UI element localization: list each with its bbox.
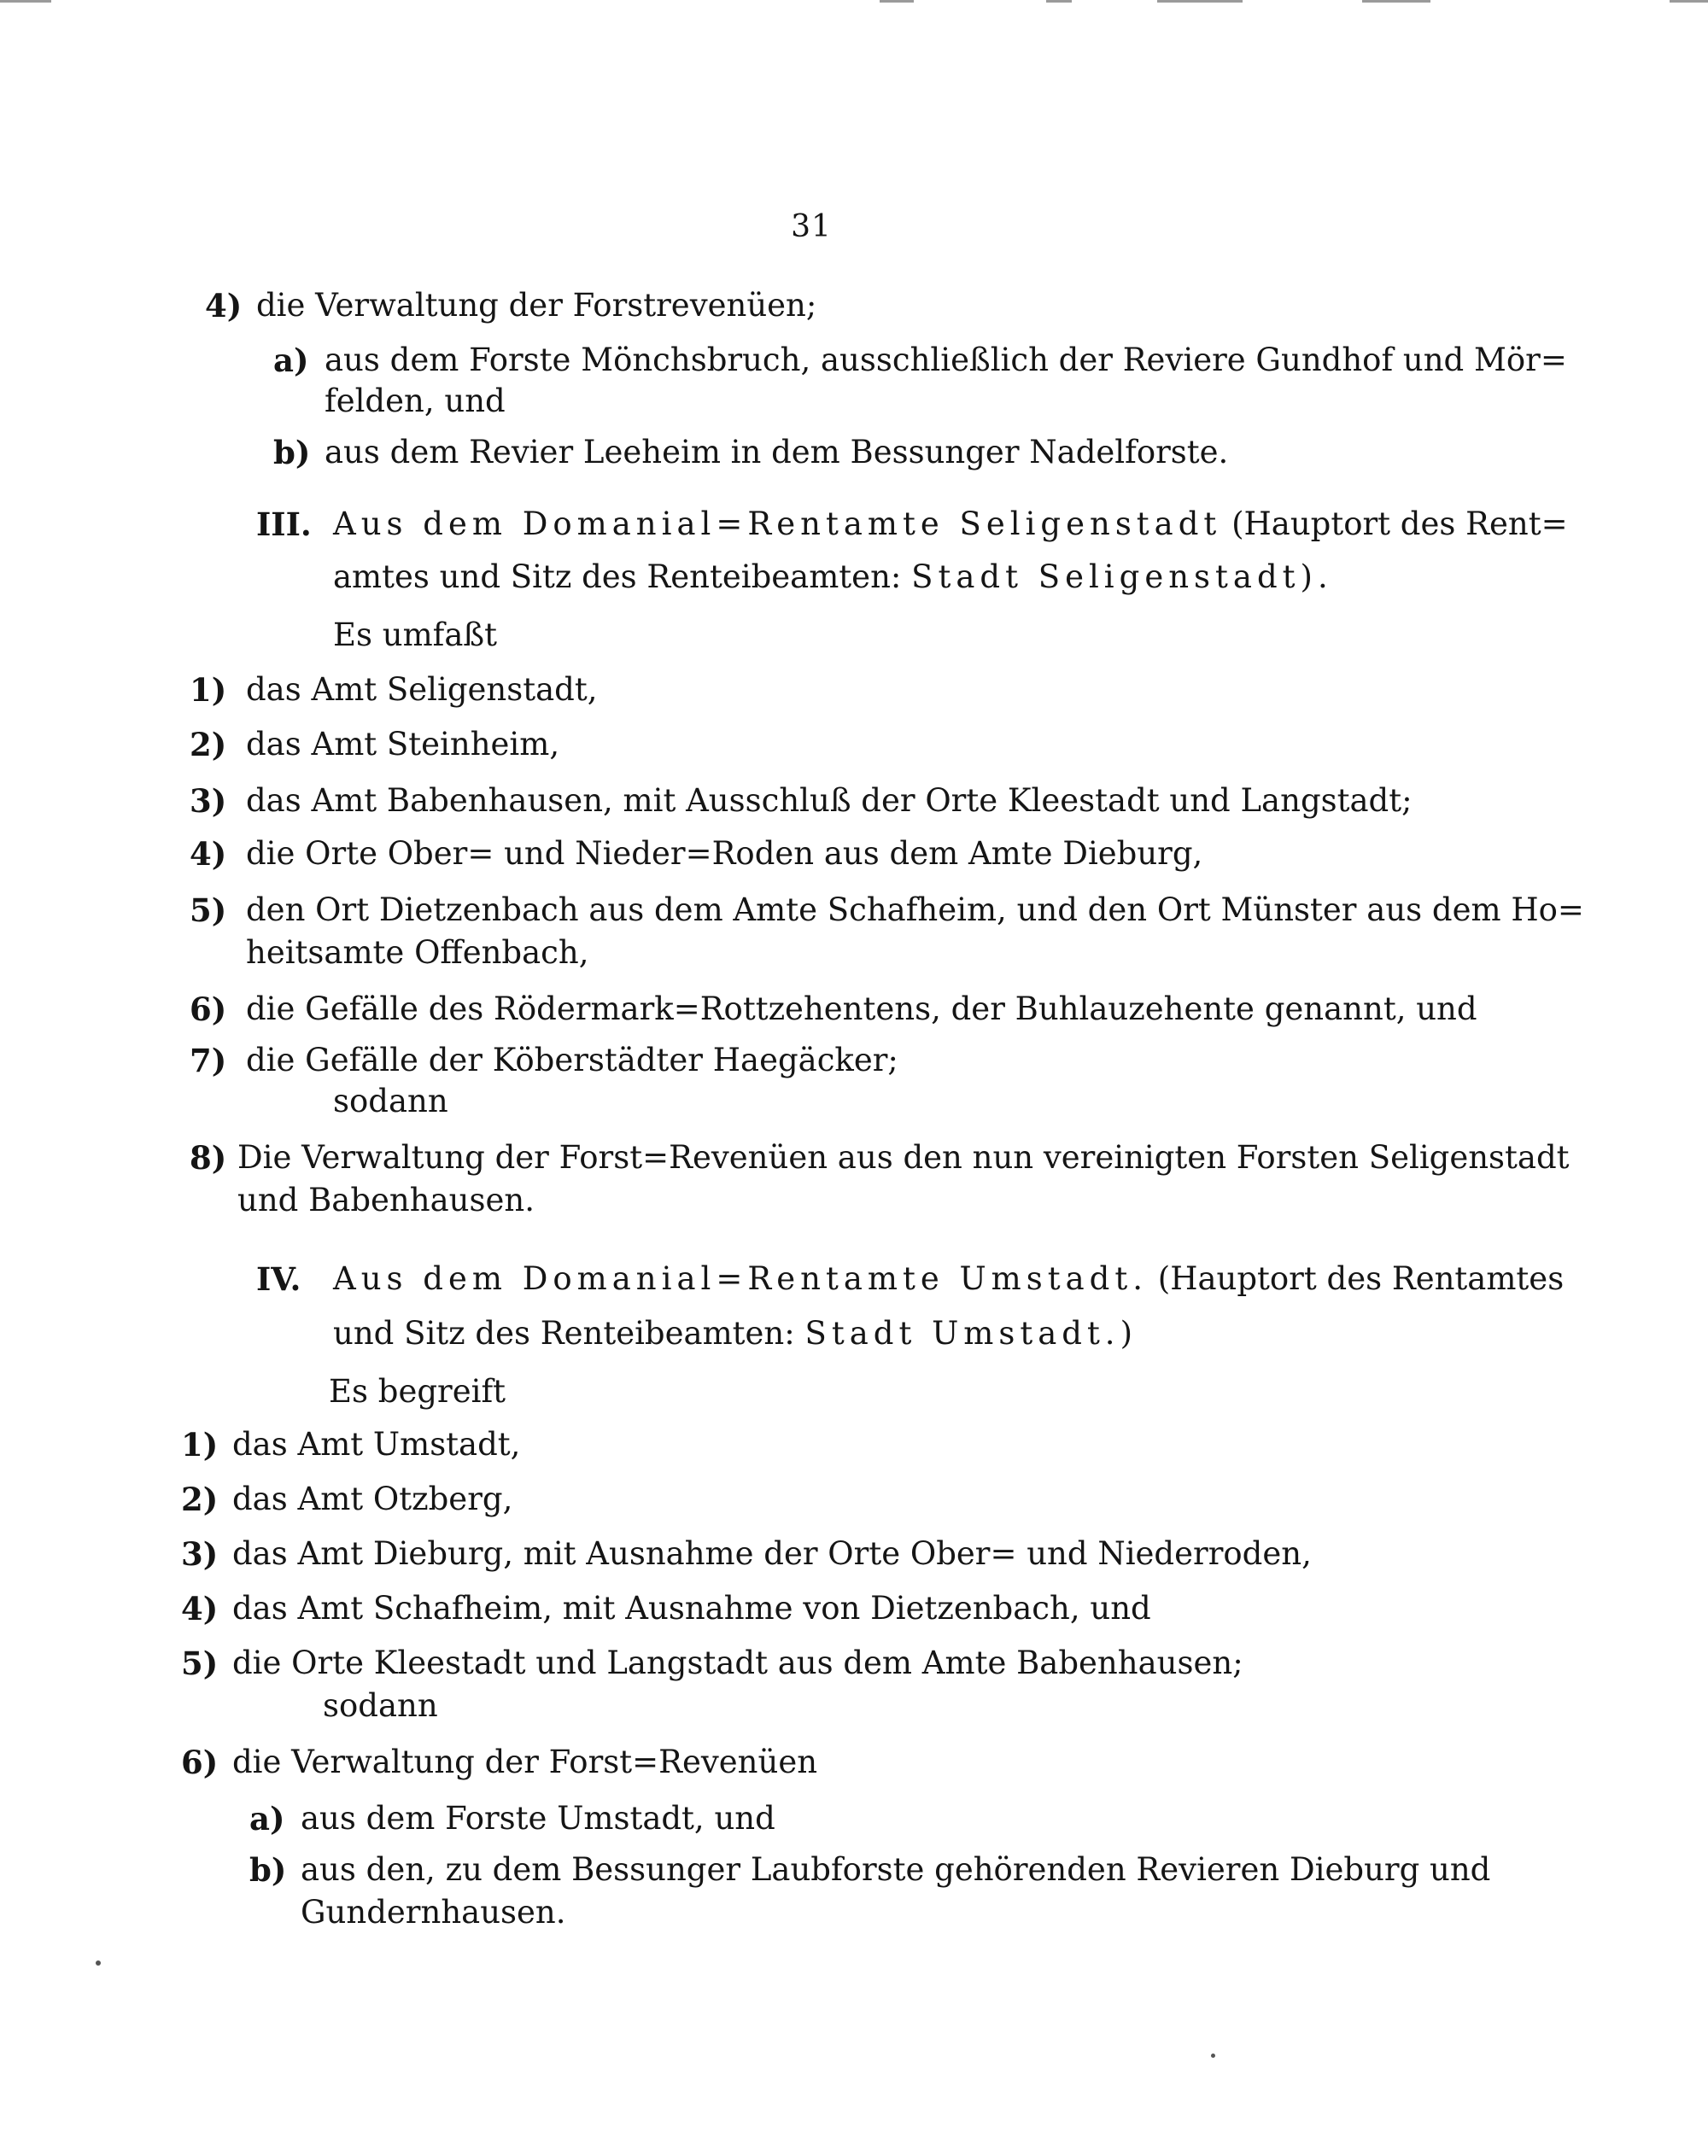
section-heading bbox=[333, 505, 1568, 543]
sub-list-item-text: aus dem Forste Mönchsbruch, ausschließlich der Reviere Gundhof und Mör= bbox=[325, 342, 1567, 378]
section-intro: Es umfaßt bbox=[333, 616, 498, 653]
list-number: 1) bbox=[181, 1426, 219, 1464]
list-number: 7) bbox=[190, 1042, 227, 1079]
list-item-text: das Amt Umstadt, bbox=[232, 1426, 521, 1463]
list-item-text: den Ort Dietzenbach aus dem Amte Schafheim, und den Ort Münster aus dem Ho= bbox=[246, 891, 1584, 928]
scan-edge-mark bbox=[1362, 0, 1430, 3]
scan-edge-mark bbox=[1046, 0, 1072, 3]
list-number: 3) bbox=[181, 1535, 219, 1573]
sub-list-letter: a) bbox=[249, 1800, 285, 1838]
scan-edge-mark bbox=[1157, 0, 1243, 3]
connector-word: sodann bbox=[333, 1083, 448, 1119]
section-heading-line2 bbox=[333, 558, 1333, 596]
sub-list-letter: b) bbox=[273, 434, 311, 471]
section-heading-title: Aus dem Domanial=Rentamte Seligenstadt bbox=[333, 505, 1222, 542]
list-item-text: das Amt Seligenstadt, bbox=[246, 671, 598, 708]
list-number: 2) bbox=[190, 726, 227, 763]
page-number: 31 bbox=[791, 209, 832, 244]
list-item-text: das Amt Otzberg, bbox=[232, 1481, 513, 1517]
section-heading-town: Stadt Umstadt.) bbox=[804, 1315, 1138, 1352]
section-numeral: IV. bbox=[256, 1260, 301, 1298]
list-item-text: das Amt Schafheim, mit Ausnahme von Dietzenbach, und bbox=[232, 1590, 1151, 1627]
list-number: 4) bbox=[181, 1590, 219, 1627]
section-heading-note: (Hauptort des Rent= bbox=[1231, 505, 1568, 542]
sub-list-item-continuation: felden, und bbox=[325, 383, 506, 419]
list-number: 5) bbox=[190, 891, 227, 929]
list-number: 6) bbox=[190, 990, 227, 1028]
section-intro: Es begreift bbox=[329, 1373, 506, 1410]
section-heading bbox=[333, 1260, 1564, 1298]
list-item-text: die Gefälle des Rödermark=Rottzehentens, der Buhlauzehente genannt, und bbox=[246, 990, 1477, 1027]
list-item-text: die Verwaltung der Forstrevenüen; bbox=[256, 287, 817, 324]
list-item-continuation: und Babenhausen. bbox=[237, 1182, 535, 1218]
connector-word: sodann bbox=[323, 1687, 438, 1724]
section-heading-title: Aus dem Domanial=Rentamte Umstadt. bbox=[333, 1260, 1148, 1297]
section-heading-note: (Hauptort des Rentamtes bbox=[1157, 1260, 1565, 1297]
scan-edge-mark bbox=[0, 0, 51, 3]
section-heading-line2 bbox=[333, 1315, 1138, 1353]
list-item-text: Die Verwaltung der Forst=Revenüen aus den nun vereinigten Forsten Seligenstadt bbox=[237, 1139, 1570, 1176]
list-number: 5) bbox=[181, 1645, 219, 1682]
list-item-text: das Amt Babenhausen, mit Ausschluß der Orte Kleestadt und Langstadt; bbox=[246, 782, 1413, 819]
list-number: 1) bbox=[190, 671, 227, 709]
list-item-continuation: heitsamte Offenbach, bbox=[246, 934, 589, 971]
sub-list-letter: a) bbox=[273, 342, 309, 379]
list-number: 4) bbox=[190, 835, 227, 873]
scan-speck bbox=[96, 1960, 101, 1966]
section-numeral: III. bbox=[256, 505, 312, 543]
sub-list-item-continuation: Gundernhausen. bbox=[301, 1894, 566, 1931]
list-item-text: das Amt Steinheim, bbox=[246, 726, 560, 762]
list-number: 3) bbox=[190, 782, 227, 820]
list-item-text: die Gefälle der Köberstädter Haegäcker; bbox=[246, 1042, 898, 1078]
list-item-text: die Verwaltung der Forst=Revenüen bbox=[232, 1744, 818, 1780]
list-number: 8) bbox=[190, 1139, 227, 1177]
sub-list-letter: b) bbox=[249, 1851, 287, 1889]
scan-edge-mark bbox=[1670, 0, 1708, 3]
list-item-text: die Orte Ober= und Nieder=Roden aus dem Amte Dieburg, bbox=[246, 835, 1203, 872]
list-number: 4) bbox=[205, 287, 243, 324]
scan-edge-mark bbox=[880, 0, 914, 3]
scan-speck bbox=[1211, 2054, 1215, 2058]
sub-list-item-text: aus dem Forste Umstadt, und bbox=[301, 1800, 775, 1837]
section-heading-town: Stadt Seligenstadt). bbox=[911, 558, 1333, 595]
list-number: 2) bbox=[181, 1481, 219, 1518]
section-heading-seat: und Sitz des Renteibeamten: bbox=[333, 1315, 795, 1352]
sub-list-item-text: aus den, zu dem Bessunger Laubforste gehörenden Revieren Dieburg und bbox=[301, 1851, 1491, 1888]
sub-list-item-text: aus dem Revier Leeheim in dem Bessunger Nadelforste. bbox=[325, 434, 1229, 470]
list-number: 6) bbox=[181, 1744, 219, 1781]
list-item-text: das Amt Dieburg, mit Ausnahme der Orte Ober= und Niederroden, bbox=[232, 1535, 1312, 1572]
section-heading-seat: amtes und Sitz des Renteibeamten: bbox=[333, 558, 902, 595]
list-item-text: die Orte Kleestadt und Langstadt aus dem Amte Babenhausen; bbox=[232, 1645, 1243, 1681]
